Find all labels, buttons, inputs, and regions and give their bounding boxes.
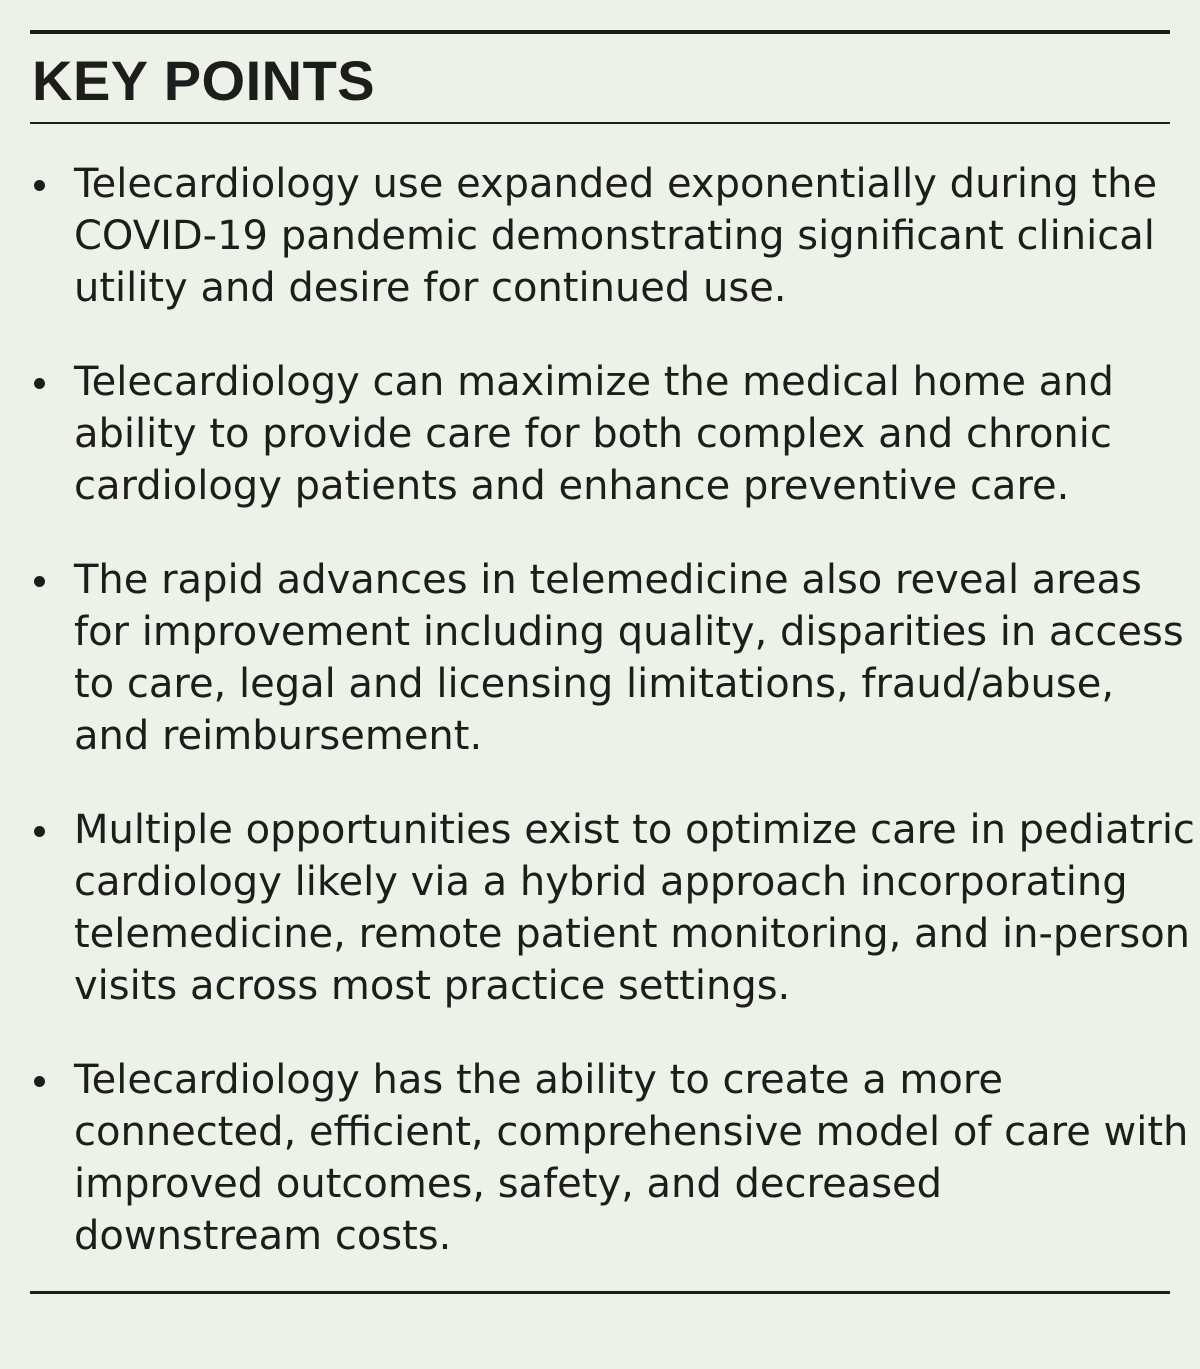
key-point-3 (30, 554, 1184, 762)
bottom-rule (30, 1291, 1170, 1294)
key-point-line: The rapid advances in telemedicine also reveal areas (74, 557, 1142, 603)
key-point-4 (30, 804, 1195, 1012)
key-point-line: ability to provide care for both complex and chronic (74, 411, 1112, 457)
key-point-line: downstream costs. (74, 1213, 452, 1259)
bullet-icon (34, 576, 45, 587)
key-point-line: visits across most practice settings. (74, 963, 791, 1009)
key-point-2 (30, 356, 1170, 512)
key-point-line: Telecardiology can maximize the medical home and (74, 359, 1114, 405)
key-points-heading: KEY POINTS (32, 49, 376, 112)
key-points-list (30, 158, 1195, 1304)
key-point-line: connected, efficient, comprehensive model of care with (74, 1109, 1189, 1155)
key-point-line: Telecardiology use expanded exponentially during the (74, 161, 1158, 207)
key-point-line: COVID-19 pandemic demonstrating significant clinical (74, 213, 1155, 259)
key-point-line: to care, legal and licensing limitations, fraud/abuse, (74, 661, 1115, 707)
key-point-1 (30, 158, 1170, 314)
key-point-line: telemedicine, remote patient monitoring, and in-person (74, 911, 1191, 957)
bullet-icon (34, 1076, 45, 1087)
top-rule (30, 30, 1170, 34)
bullet-icon (34, 378, 45, 389)
key-point-line: Telecardiology has the ability to create a more (74, 1057, 1004, 1103)
bullet-icon (34, 826, 45, 837)
key-point-line: and reimbursement. (74, 713, 483, 759)
key-point-line: for improvement including quality, disparities in access (74, 609, 1184, 655)
key-point-line: cardiology likely via a hybrid approach incorporating (74, 859, 1128, 905)
key-point-line: Multiple opportunities exist to optimize care in pediatric (74, 807, 1195, 853)
key-point-line: cardiology patients and enhance preventive care. (74, 463, 1070, 509)
bullet-icon (34, 180, 45, 191)
key-point-line: utility and desire for continued use. (74, 265, 787, 311)
key-point-5 (30, 1054, 1189, 1262)
key-point-line: improved outcomes, safety, and decreased (74, 1161, 943, 1207)
heading-rule (30, 122, 1170, 124)
